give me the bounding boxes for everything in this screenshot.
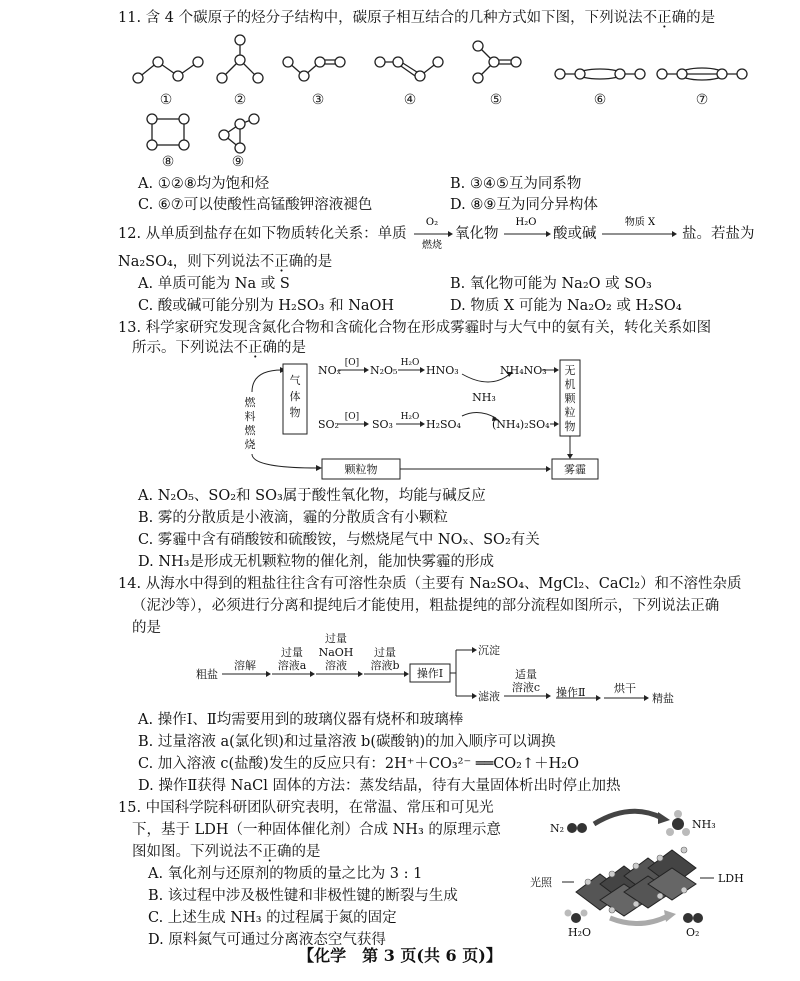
svg-text:[O]: [O] bbox=[344, 412, 360, 422]
q13-option-c: C. 雾霾中含有硝酸铵和硫酸铵，与燃烧尾气中 NOₓ、SO₂有关 bbox=[138, 532, 540, 548]
q15-option-b: B. 该过程中涉及极性键和非极性键的断裂与生成 bbox=[148, 888, 458, 904]
q11-option-a: A. ①②⑧均为饱和烃 bbox=[138, 176, 270, 192]
q12-option-d: D. 物质 X 可能为 Na₂O₂ 或 H₂SO₄ bbox=[450, 298, 682, 314]
svg-text:溶液: 溶液 bbox=[325, 659, 347, 672]
svg-text:适量: 适量 bbox=[515, 668, 537, 681]
svg-text:物: 物 bbox=[289, 406, 301, 419]
svg-text:气: 气 bbox=[289, 374, 301, 387]
q13-stem-2: 所示。下列说法不正确的是 bbox=[132, 340, 306, 356]
svg-text:HNO₃: HNO₃ bbox=[426, 364, 459, 377]
svg-text:烘干: 烘干 bbox=[614, 682, 636, 695]
svg-text:SO₂: SO₂ bbox=[318, 418, 339, 431]
q12-option-b: B. 氧化物可能为 Na₂O 或 SO₃ bbox=[450, 276, 652, 292]
svg-text:N₂O₅: N₂O₅ bbox=[370, 364, 398, 377]
svg-text:物质 X: 物质 X bbox=[624, 217, 656, 228]
svg-text:NH₃: NH₃ bbox=[472, 391, 496, 404]
q11-option-d: D. ⑧⑨互为同分异构体 bbox=[450, 197, 598, 213]
svg-text:溶液c: 溶液c bbox=[511, 681, 541, 694]
svg-text:O₂: O₂ bbox=[425, 217, 439, 228]
q15-stem-2: 下，基于 LDH（一种固体催化剂）合成 NH₃ 的原理示意 bbox=[132, 822, 501, 838]
q14-stem-3: 的是 bbox=[132, 620, 161, 636]
q12-arrow-2 bbox=[502, 214, 552, 244]
q15-option-c: C. 上述生成 NH₃ 的过程属于氮的固定 bbox=[148, 910, 397, 926]
q15-label-ldh: LDH bbox=[718, 872, 744, 885]
q11-label-7: ⑦ bbox=[695, 92, 709, 108]
q15-label-light: 光照 bbox=[530, 876, 552, 889]
svg-text:无: 无 bbox=[564, 364, 576, 377]
svg-text:粒: 粒 bbox=[564, 406, 576, 419]
svg-text:NaOH: NaOH bbox=[318, 646, 354, 659]
q13-option-a: A. N₂O₅、SO₂和 SO₃属于酸性氧化物，均能与碱反应 bbox=[138, 488, 486, 504]
q15-stem-1: 15. 中国科学院科研团队研究表明，在常温、常压和可见光 bbox=[118, 800, 494, 816]
q12-salt: 盐。若盐为 bbox=[682, 226, 755, 242]
svg-text:溶液a: 溶液a bbox=[277, 659, 307, 672]
svg-text:过量: 过量 bbox=[281, 646, 303, 659]
svg-text:沉淀: 沉淀 bbox=[478, 644, 500, 657]
svg-text:H₂O: H₂O bbox=[400, 358, 420, 368]
q15-option-d: D. 原料氮气可通过分离液态空气获得 bbox=[148, 932, 386, 948]
svg-text:NOₓ: NOₓ bbox=[318, 364, 342, 377]
q12-option-a: A. 单质可能为 Na 或 S bbox=[138, 276, 290, 292]
q11-label-5: ⑤ bbox=[489, 92, 503, 108]
svg-text:NH₄NO₃: NH₄NO₃ bbox=[500, 364, 547, 377]
svg-text:雾霾: 雾霾 bbox=[564, 463, 586, 476]
q11-label-2: ② bbox=[233, 92, 247, 108]
q15-label-h2o: H₂O bbox=[568, 926, 592, 939]
page-footer: 【化学 第 3 页(共 6 页)】 bbox=[298, 946, 502, 965]
q15-ldh-figure bbox=[530, 788, 770, 938]
svg-text:操作Ⅰ: 操作Ⅰ bbox=[416, 667, 444, 680]
q14-flowchart bbox=[0, 630, 800, 710]
svg-text:烧: 烧 bbox=[244, 438, 256, 451]
svg-text:燃: 燃 bbox=[244, 396, 256, 409]
q11-label-6: ⑥ bbox=[593, 92, 607, 108]
q11-label-4: ④ bbox=[403, 92, 417, 108]
q11-option-c: C. ⑥⑦可以使酸性高锰酸钾溶液褪色 bbox=[138, 197, 373, 213]
svg-text:溶液b: 溶液b bbox=[370, 659, 400, 672]
svg-text:操作Ⅱ: 操作Ⅱ bbox=[556, 686, 586, 699]
svg-text:过量: 过量 bbox=[325, 632, 347, 645]
q15-option-a: A. 氧化剂与还原剂的物质的量之比为 3 : 1 bbox=[148, 866, 423, 882]
q13-figure bbox=[0, 356, 800, 486]
svg-text:料: 料 bbox=[244, 410, 256, 423]
svg-text:H₂O: H₂O bbox=[400, 412, 420, 422]
svg-text:SO₃: SO₃ bbox=[372, 418, 393, 431]
q11-label-3: ③ bbox=[311, 92, 325, 108]
svg-text:颗: 颗 bbox=[564, 392, 576, 405]
q11-label-9: ⑨ bbox=[231, 154, 245, 170]
q14-option-b: B. 过量溶液 a(氯化钡)和过量溶液 b(碳酸钠)的加入顺序可以调换 bbox=[138, 734, 556, 750]
svg-text:[O]: [O] bbox=[344, 358, 360, 368]
q11-option-b: B. ③④⑤互为同系物 bbox=[450, 176, 582, 192]
svg-text:燃烧: 燃烧 bbox=[422, 240, 442, 251]
svg-text:体: 体 bbox=[289, 390, 301, 403]
q12-arrow-1 bbox=[412, 214, 452, 254]
q12-stem: 12. 从单质到盐存在如下物质转化关系：单质 bbox=[118, 226, 407, 242]
q11-label-8: ⑧ bbox=[161, 154, 175, 170]
svg-text:精盐: 精盐 bbox=[652, 692, 674, 705]
q15-stem-3: 图如图。下列说法不正确的是 bbox=[132, 844, 321, 860]
q14-option-d: D. 操作Ⅱ获得 NaCl 固体的方法：蒸发结晶，待有大量固体析出时停止加热 bbox=[138, 778, 621, 794]
q11-label-1: ① bbox=[159, 92, 173, 108]
svg-text:(NH₄)₂SO₄: (NH₄)₂SO₄ bbox=[492, 418, 550, 431]
q13-stem-1: 13. 科学家研究发现含氮化合物和含硫化合物在形成雾霾时与大气中的氨有关，转化关系如图 bbox=[118, 320, 712, 336]
svg-text:滤液: 滤液 bbox=[478, 690, 500, 703]
svg-text:机: 机 bbox=[564, 378, 576, 391]
svg-text:物: 物 bbox=[564, 420, 576, 433]
svg-text:燃: 燃 bbox=[244, 424, 256, 437]
q13-option-d: D. NH₃是形成无机颗粒物的催化剂，能加快雾霾的形成 bbox=[138, 554, 494, 570]
q11-stem: 11. 含 4 个碳原子的烃分子结构中，碳原子相互结合的几种方式如下图，下列说法不正确的是 bbox=[118, 10, 716, 26]
q12-acid-base: 酸或碱 bbox=[553, 226, 597, 242]
svg-text:颗粒物: 颗粒物 bbox=[344, 463, 378, 476]
q14-option-c: C. 加入溶液 c(盐酸)发生的反应只有：2H⁺＋CO₃²⁻ ══CO₂↑＋H₂O bbox=[138, 756, 579, 772]
q15-label-o2: O₂ bbox=[686, 926, 700, 939]
q12-oxide: 氧化物 bbox=[455, 226, 499, 242]
q15-label-n2: N₂ bbox=[550, 822, 565, 835]
q12-arrow-3 bbox=[600, 214, 680, 244]
q13-option-b: B. 雾的分散质是小液滴，霾的分散质含有小颗粒 bbox=[138, 510, 448, 526]
svg-text:粗盐: 粗盐 bbox=[196, 668, 218, 681]
q12-stem-2: Na₂SO₄，则下列说法不正确的是 bbox=[118, 254, 333, 270]
q11-structures bbox=[0, 0, 800, 180]
svg-text:溶解: 溶解 bbox=[234, 659, 256, 672]
q14-stem-1: 14. 从海水中得到的粗盐往往含有可溶性杂质（主要有 Na₂SO₄、MgCl₂、CaCl₂）和不溶性杂质 bbox=[118, 576, 742, 592]
q14-option-a: A. 操作Ⅰ、Ⅱ均需要用到的玻璃仪器有烧杯和玻璃棒 bbox=[138, 712, 464, 728]
svg-text:H₂SO₄: H₂SO₄ bbox=[426, 418, 461, 431]
q14-stem-2: （泥沙等），必须进行分离和提纯后才能使用，粗盐提纯的部分流程如图所示，下列说法正确 bbox=[132, 598, 720, 614]
q12-option-c: C. 酸或碱可能分别为 H₂SO₃ 和 NaOH bbox=[138, 298, 395, 314]
svg-text:H₂O: H₂O bbox=[515, 217, 537, 228]
q15-label-nh3: NH₃ bbox=[692, 818, 716, 831]
svg-text:过量: 过量 bbox=[374, 646, 396, 659]
